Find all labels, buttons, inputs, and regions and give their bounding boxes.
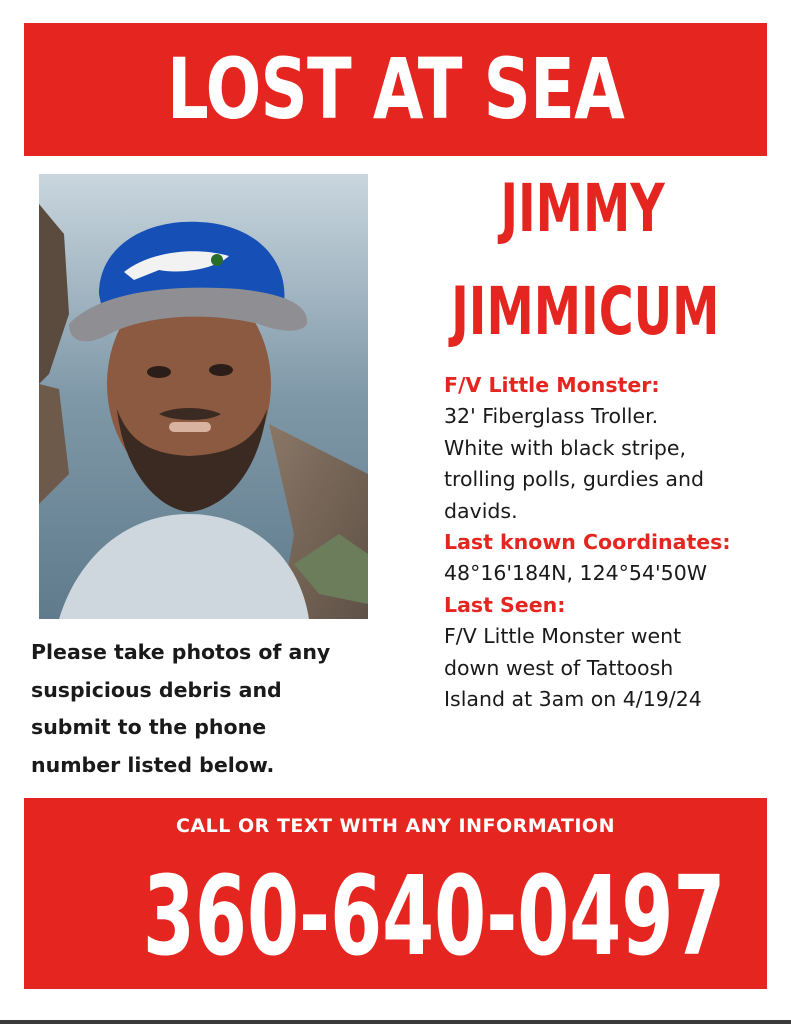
instruction-line: submit to the phone <box>31 715 267 739</box>
coordinates-value: 48°16'184N, 124°54'50W <box>444 561 708 586</box>
phone-number: 360-640-0497 <box>142 852 726 980</box>
vessel-details <box>444 370 774 715</box>
last-seen-line: down west of Tattoosh <box>444 655 674 680</box>
vessel-line: 32' Fiberglass Troller. <box>444 404 659 429</box>
last-seen-heading: Last Seen: <box>444 592 566 617</box>
headline-banner <box>24 23 767 156</box>
bottom-divider <box>0 1020 791 1024</box>
missing-person-photo <box>39 174 368 619</box>
headline: LOST AT SEA <box>166 40 625 138</box>
vessel-line: trolling polls, gurdies and <box>444 467 704 492</box>
last-seen-line: F/V Little Monster went <box>444 624 682 649</box>
instruction-line: suspicious debris and <box>31 677 282 702</box>
last-seen-line: Island at 3am on 4/19/24 <box>444 687 702 712</box>
instruction-line: number listed below. <box>31 752 275 777</box>
person-last-name: JIMMICUM <box>451 273 720 350</box>
call-label: CALL OR TEXT WITH ANY INFORMATION <box>176 815 615 837</box>
person-first-name: JIMMY <box>500 170 665 247</box>
vessel-line: davids. <box>444 498 518 523</box>
portrait-image <box>39 174 368 619</box>
instruction-line: Please take photos of any <box>31 640 331 664</box>
vessel-heading: F/V Little Monster: <box>444 373 660 397</box>
debris-instructions <box>31 634 376 784</box>
contact-banner <box>24 798 767 989</box>
vessel-line: White with black stripe, <box>444 435 687 460</box>
coordinates-heading: Last known Coordinates: <box>444 530 731 555</box>
